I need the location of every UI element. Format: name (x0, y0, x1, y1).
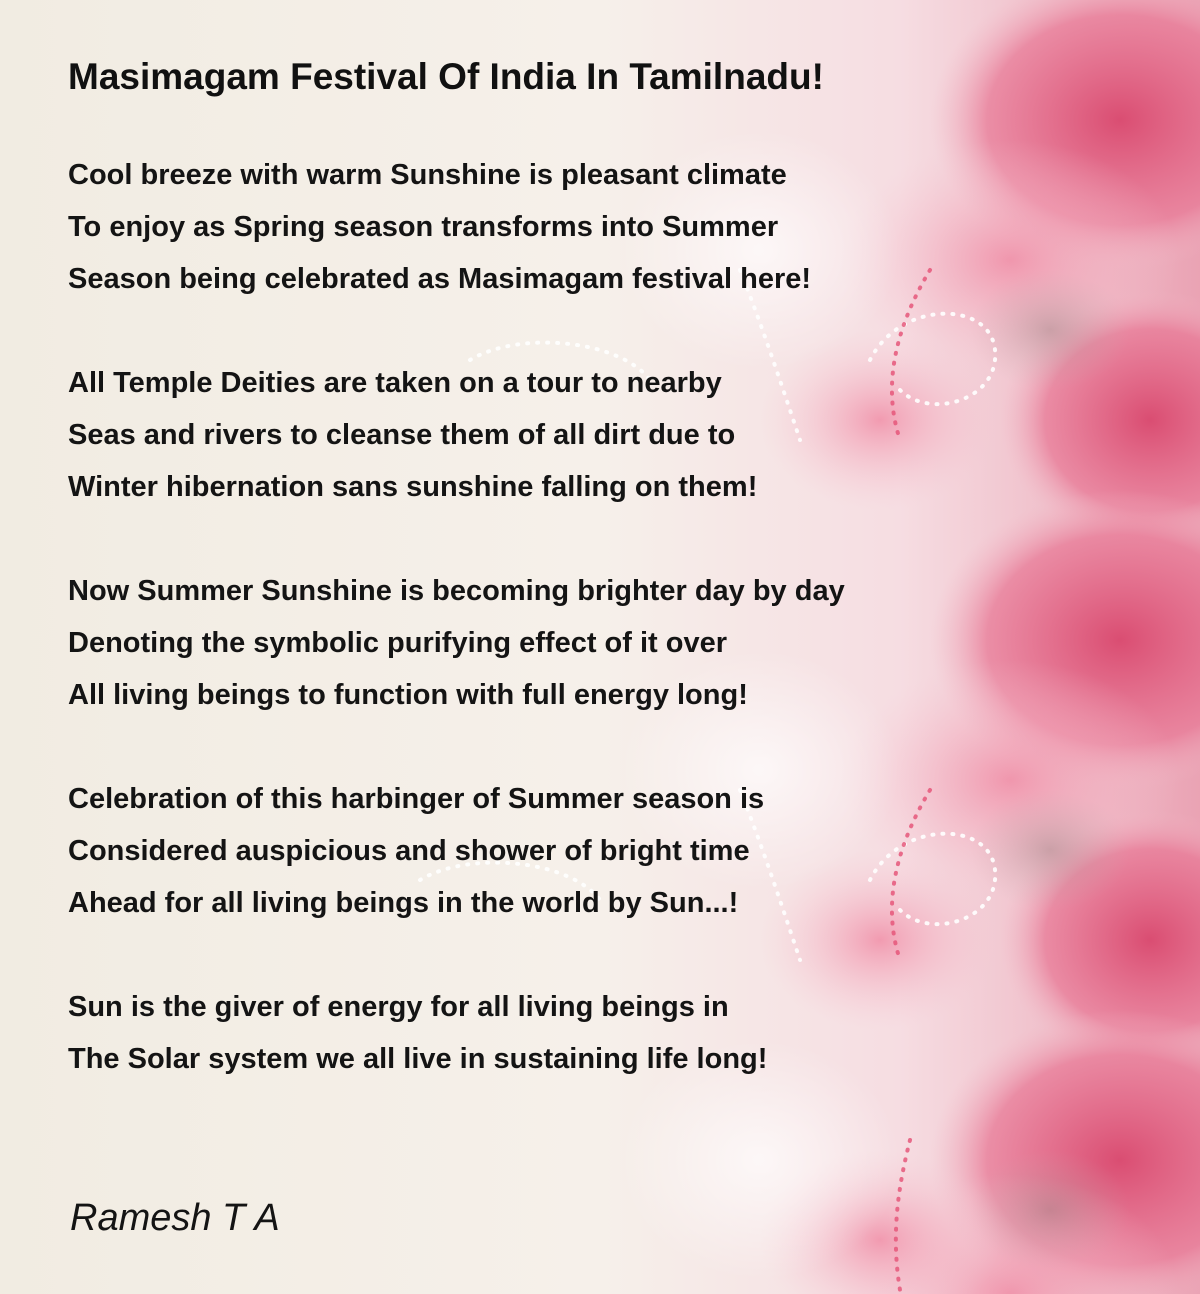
poem-line: Sun is the giver of energy for all living beings in (68, 991, 729, 1023)
poem-line: Denoting the symbolic purifying effect of it over (68, 627, 727, 659)
poem-line: All Temple Deities are taken on a tour to nearby (68, 367, 722, 399)
poem-line: Ahead for all living beings in the world by Sun...! (68, 887, 739, 919)
poem-line: Now Summer Sunshine is becoming brighter day by day (68, 575, 845, 607)
stanza (68, 773, 1068, 929)
poem-line: Celebration of this harbinger of Summer season is (68, 783, 765, 815)
poem-line: To enjoy as Spring season transforms into Summer (68, 211, 779, 243)
poem-line: All living beings to function with full energy long! (68, 679, 748, 711)
poem-body (68, 149, 1068, 1137)
stanza (68, 357, 1068, 513)
stanza (68, 149, 1068, 305)
stanza (68, 981, 1068, 1085)
poem-title: Masimagam Festival Of India In Tamilnadu! (68, 56, 824, 97)
author-name: Ramesh T A (70, 1197, 280, 1239)
poem-line: Cool breeze with warm Sunshine is pleasant climate (68, 159, 787, 191)
poem-line: The Solar system we all live in sustaining life long! (68, 1043, 768, 1075)
poem-line: Considered auspicious and shower of bright time (68, 835, 750, 867)
poem-line: Season being celebrated as Masimagam festival here! (68, 263, 812, 295)
poem-line: Seas and rivers to cleanse them of all dirt due to (68, 419, 736, 451)
stanza (68, 565, 1068, 721)
poem-line: Winter hibernation sans sunshine falling on them! (68, 471, 758, 503)
